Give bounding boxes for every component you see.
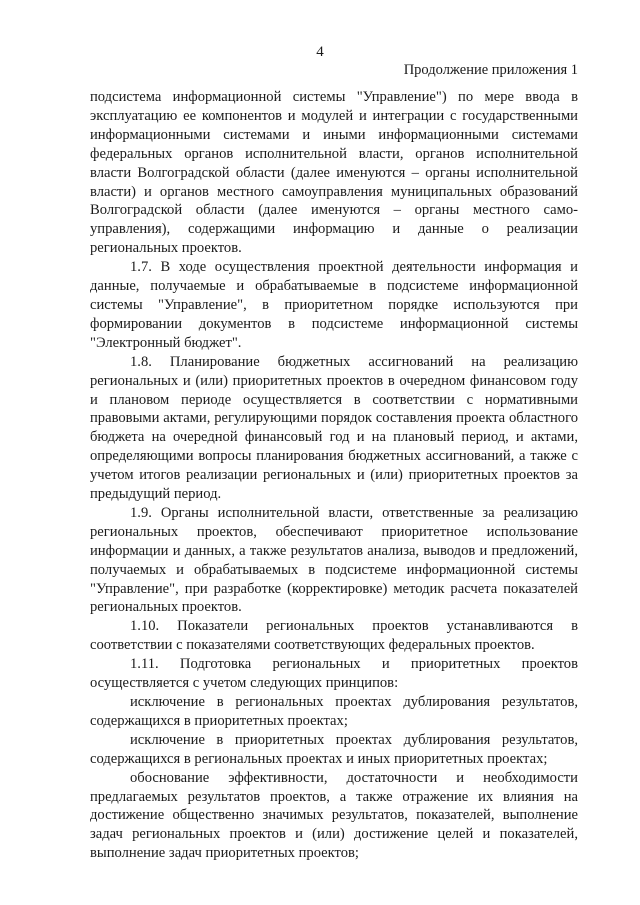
document-body [90,88,578,863]
principle-item: исключение в приоритетных проектах дублирования результатов, содержащихся в региональных проектах и иных приоритетных проектах; [90,731,578,767]
paragraph-1-11: 1.11. Подготовка региональных и приоритетных проектов осуществляется с учетом следующих принципов: [90,656,578,692]
principle-item: обоснование эффективности, достаточности и необходимости предлагаемых результатов проектов, а также отражение их влияния на достижение общественно значимых результатов, показателей, выполнение задач региональных проектов и (или) достижение целей и показателей, выполнение задач приоритетных проектов; [90,769,578,862]
paragraph-continuation: подсистема информационной системы "Управление") по мере ввода в эксплуатацию ее компонентов и модулей и интеграции с государственными информационными системами и иными информационными системами федеральных органов исполнительной власти, органов исполнительной власти Волгоградской области (далее именуются – органы исполнительной власти) и органов местного самоуправления муниципальных образований Волгоградской области (далее именуются – органы местного само-управления), содержащими информацию и данные о реализации региональных проектов. [90,89,578,257]
continuation-label: Продолжение приложения 1 [403,62,578,78]
paragraph-1-10: 1.10. Показатели региональных проектов устанавливаются в соответствии с показателями соответствующих федеральных проектов. [90,618,578,654]
principle-item: исключение в региональных проектах дублирования результатов, содержащихся в приоритетных проектах; [90,694,578,729]
paragraph-1-8: 1.8. Планирование бюджетных ассигнований на реализацию региональных и (или) приоритетных проектов в очередном финансовом году и плановом периоде осуществляется в соответствии с нормативными правовыми актами, регулирующими порядок составления проекта областного бюджета на очередной финансовый год и на плановый период, и актами, определяющими вопросы планирования бюджетных ассигнований, а также с учетом итогов реализации региональных и (или) приоритетных проектов за предыдущий период. [90,353,578,503]
paragraph-1-7: 1.7. В ходе осуществления проектной деятельности информация и данные, получаемые и обрабатываемые в подсистеме информационной системы "Управление", в приоритетном порядке используются при формировании документов в подсистеме информационной системы "Электронный бюджет". [90,259,578,351]
paragraph-1-9: 1.9. Органы исполнительной власти, ответственные за реализацию региональных проектов, обеспечивают приоритетное использование информации и данных, а также результатов анализа, выводов и предложений, получаемых и обрабатываемых в подсистеме информационной системы "Управление", при разработке (корректировке) методик расчета показателей региональных проектов. [90,504,578,616]
page-number: 4 [316,44,324,60]
